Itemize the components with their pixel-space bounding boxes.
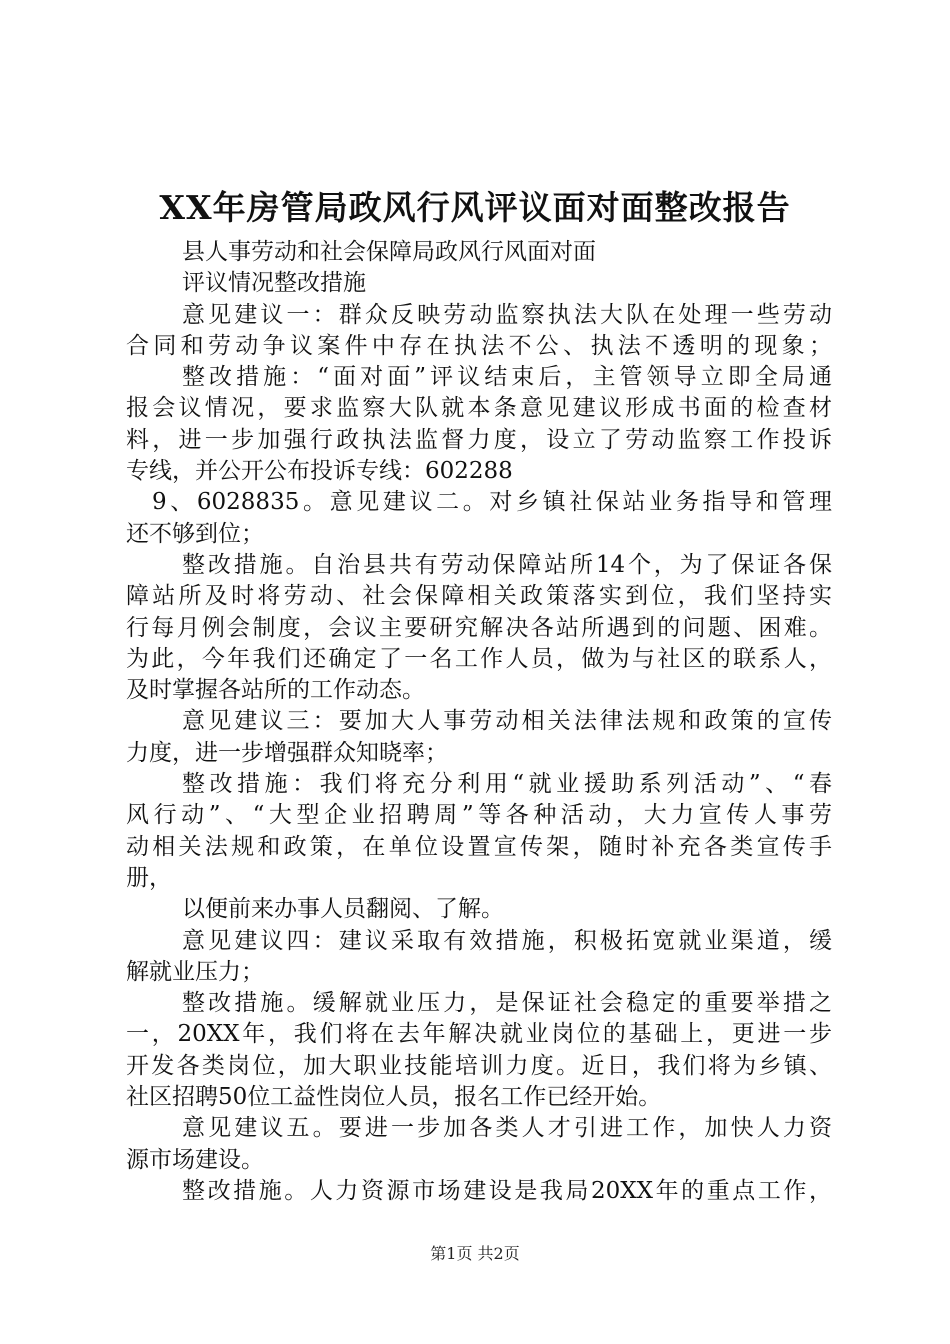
text-line: 专线，并公开公布投诉专线：602288	[126, 458, 513, 485]
text-line: 意见建议三：要加大人事劳动相关法律法规和政策的宣传	[182, 708, 832, 735]
text-line: 册，	[126, 864, 172, 891]
text-line: 动相关法规和政策，在单位设置宣传架，随时补充各类宣传手	[126, 833, 832, 860]
text-line: 评议情况整改措施	[182, 270, 366, 297]
text-line: 障站所及时将劳动、社会保障相关政策落实到位，我们坚持实	[126, 583, 832, 610]
text-line: 报会议情况，要求监察大队就本条意见建议形成书面的检查材	[126, 395, 832, 422]
text-line: 合同和劳动争议案件中存在执法不公、执法不透明的现象；	[126, 332, 832, 359]
page-number: 第1页 共2页	[430, 1244, 520, 1263]
text-line: 整改措施：“面对面”评议结束后，主管领导立即全局通	[182, 364, 832, 391]
text-line: 一，20XX年，我们将在去年解决就业岗位的基础上，更进一步	[126, 1021, 832, 1048]
text-line: 及时掌握各站所的工作动态。	[126, 677, 425, 704]
text-line: 县人事劳动和社会保障局政风行风面对面	[182, 239, 596, 265]
text-line: 9、6028835。意见建议二。对乡镇社保站业务指导和管理	[152, 489, 832, 516]
document-title: XX年房管局政风行风评议面对面整改报告	[159, 188, 791, 227]
text-line: 料，进一步加强行政执法监督力度，设立了劳动监察工作投诉	[126, 426, 832, 453]
text-line: 意见建议五。要进一步加各类人才引进工作，加快人力资	[182, 1115, 832, 1142]
text-line: 整改措施。人力资源市场建设是我局20XX年的重点工作，	[182, 1177, 832, 1204]
text-line: 还不够到位；	[126, 520, 264, 547]
text-line: 社区招聘50位工益性岗位人员，报名工作已经开始。	[126, 1084, 662, 1111]
text-line: 整改措施。自治县共有劳动保障站所14个，为了保证各保	[182, 551, 832, 578]
text-line: 为此，今年我们还确定了一名工作人员，做为与社区的联系人，	[126, 645, 832, 672]
text-line: 开发各类岗位，加大职业技能培训力度。近日，我们将为乡镇、	[126, 1052, 832, 1079]
text-line: 解就业压力；	[126, 958, 264, 985]
document-body	[126, 237, 832, 1207]
text-line: 整改措施。缓解就业压力，是保证社会稳定的重要举措之	[182, 990, 832, 1017]
text-line: 力度，进一步增强群众知晓率；	[126, 739, 448, 766]
text-line: 源市场建设。	[126, 1146, 264, 1173]
text-line: 风行动”、“大型企业招聘周”等各种活动，大力宣传人事劳	[126, 802, 832, 829]
text-line: 意见建议四：建议采取有效措施，积极拓宽就业渠道，缓	[182, 927, 832, 954]
text-line: 以便前来办事人员翻阅、了解。	[182, 896, 504, 923]
text-line: 意见建议一：群众反映劳动监察执法大队在处理一些劳动	[182, 301, 832, 328]
text-line: 整改措施：我们将充分利用“就业援助系列活动”、“春	[182, 771, 832, 798]
text-line: 行每月例会制度，会议主要研究解决各站所遇到的问题、困难。	[126, 614, 832, 641]
